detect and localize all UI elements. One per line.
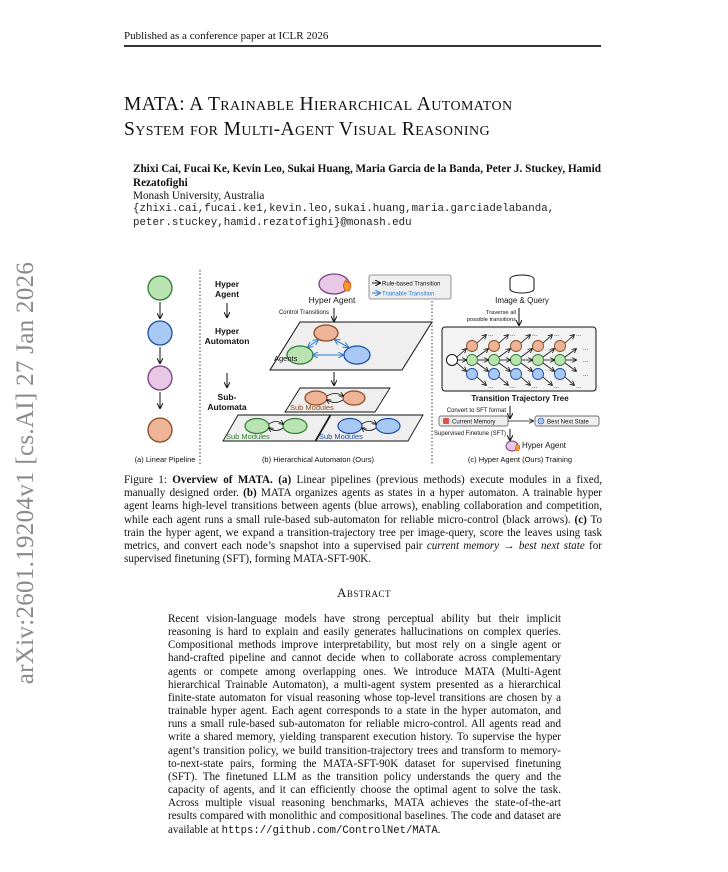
svg-text:...: ... <box>583 358 589 364</box>
paper-title: MATA: A Trainable Hierarchical Automaton System for Multi-Agent Visual Reasoning <box>124 94 513 140</box>
figure-caption: Figure 1: Overview of MATA. (a) Linear pipelines (previous methods) execute modules in a fixed, manually designed order. (b) MATA organizes agents as states in a hyper automaton. A trainable hyper agent learns high-level transitions between agents (blue arrows), enabling collaboration and competition, while each agent runs a small rule-based sub-automaton for reliable micro-control (black arrows). (c) To train the hyper agent, we expand a transition-trajectory tree per image-query, score the leaves using task metrics, and convert each node’s snapshot into a supervised pair current memory → best next state for supervised finetuning (SFT), forming MATA-SFT-90K. <box>124 474 603 566</box>
transition-legend <box>369 275 451 299</box>
svg-text:...: ... <box>532 384 538 390</box>
svg-text:Trainable Transition: Trainable Transition <box>382 291 435 298</box>
author-list: Zhixi Cai, Fucai Ke, Kevin Leo, Sukai Huang, Maria Garcia de la Banda, Peter J. Stuckey, Hamid Rezatofighi <box>133 163 601 189</box>
svg-text:Agent: Agent <box>214 289 240 299</box>
arxiv-identifier[interactable]: arXiv:2601.19204v1 [cs.AI] 27 Jan 2026 <box>12 261 39 685</box>
svg-text:...: ... <box>488 332 494 338</box>
database-icon <box>510 275 534 293</box>
abstract-body: Recent vision-language models have strong perceptual ability but their implicit reasoning is hard to explain and easily generates hallucinations on complex queries. Compositional methods improve interpretability, but most rely on a single agent or hand-crafted pipeline and cannot decide when to collaborate across complementary agents or compete among overlapping ones. We introduce MATA (Multi-Agent hierarchical Trainable Automaton), a multi-agent system presented as a hierarchical finite-state automaton for visual reasoning whose top-level transitions are chosen by a trainable hyper agent. Each agent corresponds to a state in the hyper automaton, and runs a small rule-based sub-automaton for reliable micro-control. All agents read and write a shared memory, yielding transparent execution history. To supervise the hyper agent’s transition policy, we build transition-trajectory trees and transform to memory-to-next-state pairs, forming the MATA-SFT-90K dataset for supervised finetuning (SFT). The finetuned LLM as the transition policy understands the query and the capacity of agents, and it can efficiently choose the optimal agent to solve the task. Across multiple visual reasoning benchmarks, MATA achieves the state-of-the-art results compared with monolithic and compositional baselines. The code and dataset are available at https://github.com/ControlNet/MATA. <box>168 613 561 837</box>
svg-text:Sub-: Sub- <box>217 392 237 402</box>
agent-node-blue <box>344 346 370 364</box>
panel-a-linear-pipeline <box>148 276 172 442</box>
state-icon <box>538 418 544 424</box>
svg-text:...: ... <box>510 332 516 338</box>
svg-text:Rule-based Transition: Rule-based Transition <box>382 281 441 288</box>
svg-text:...: ... <box>583 372 589 378</box>
svg-text:...: ... <box>576 332 582 338</box>
pipeline-node-pink <box>148 366 172 390</box>
svg-text:...: ... <box>554 332 560 338</box>
svg-text:...: ... <box>576 384 582 390</box>
svg-text:...: ... <box>532 332 538 338</box>
svg-text:Hyper Agent: Hyper Agent <box>308 295 356 305</box>
svg-text:Convert to SFT format: Convert to SFT format <box>446 408 506 414</box>
svg-text:...: ... <box>583 346 589 352</box>
svg-text:(c) Hyper Agent (Ours) Trainin: (c) Hyper Agent (Ours) Training <box>467 455 573 464</box>
figure-1-diagram <box>120 265 610 470</box>
svg-text:...: ... <box>488 384 494 390</box>
arxiv-stamp <box>6 261 46 685</box>
svg-text:Best Next State: Best Next State <box>547 419 589 426</box>
agent-node-orange <box>314 325 338 341</box>
svg-text:Control Transitions: Control Transitions <box>278 310 329 316</box>
svg-text:Supervised Finetune (SFT): Supervised Finetune (SFT) <box>433 431 506 437</box>
author-emails: {zhixi.cai,fucai.ke1,kevin.leo,sukai.huang,maria.garciadelabanda, peter.stuckey,hamid.rezatofighi}@monash.edu <box>133 203 555 229</box>
svg-text:Automaton: Automaton <box>204 336 250 346</box>
figure-1 <box>120 265 610 470</box>
svg-text:Image & Query: Image & Query <box>495 296 549 305</box>
header-rule <box>124 45 601 47</box>
svg-text:...: ... <box>554 384 560 390</box>
svg-text:...: ... <box>510 384 516 390</box>
svg-text:Hyper Agent: Hyper Agent <box>522 441 567 450</box>
svg-text:Current Memory: Current Memory <box>452 419 496 426</box>
memory-icon <box>443 418 449 424</box>
svg-text:Hyper: Hyper <box>214 279 240 289</box>
svg-text:Transition Trajectory Tree: Transition Trajectory Tree <box>471 394 569 403</box>
running-head: Published as a conference paper at ICLR 2026 <box>124 30 329 42</box>
pipeline-node-orange <box>148 418 172 442</box>
svg-text:Hyper: Hyper <box>214 326 240 336</box>
level-labels <box>205 279 250 412</box>
svg-text:Traverse all: Traverse all <box>485 310 516 316</box>
svg-text:Sub Modules: Sub Modules <box>226 432 270 441</box>
pipeline-node-green <box>148 276 172 300</box>
svg-text:Sub Modules: Sub Modules <box>290 403 334 412</box>
svg-text:possible transitions: possible transitions <box>466 317 516 323</box>
svg-text:Automata: Automata <box>207 402 247 412</box>
svg-text:Agents: Agents <box>274 354 298 363</box>
affiliation: Monash University, Australia <box>133 190 265 202</box>
pipeline-node-blue <box>148 321 172 345</box>
svg-text:(a) Linear Pipeline: (a) Linear Pipeline <box>134 455 196 464</box>
svg-text:Sub Modules: Sub Modules <box>319 432 363 441</box>
code-link[interactable]: https://github.com/ControlNet/MATA <box>221 824 438 837</box>
abstract-heading: Abstract <box>337 585 391 600</box>
svg-text:(b) Hierarchical Automaton (Ou: (b) Hierarchical Automaton (Ours) <box>261 455 375 464</box>
